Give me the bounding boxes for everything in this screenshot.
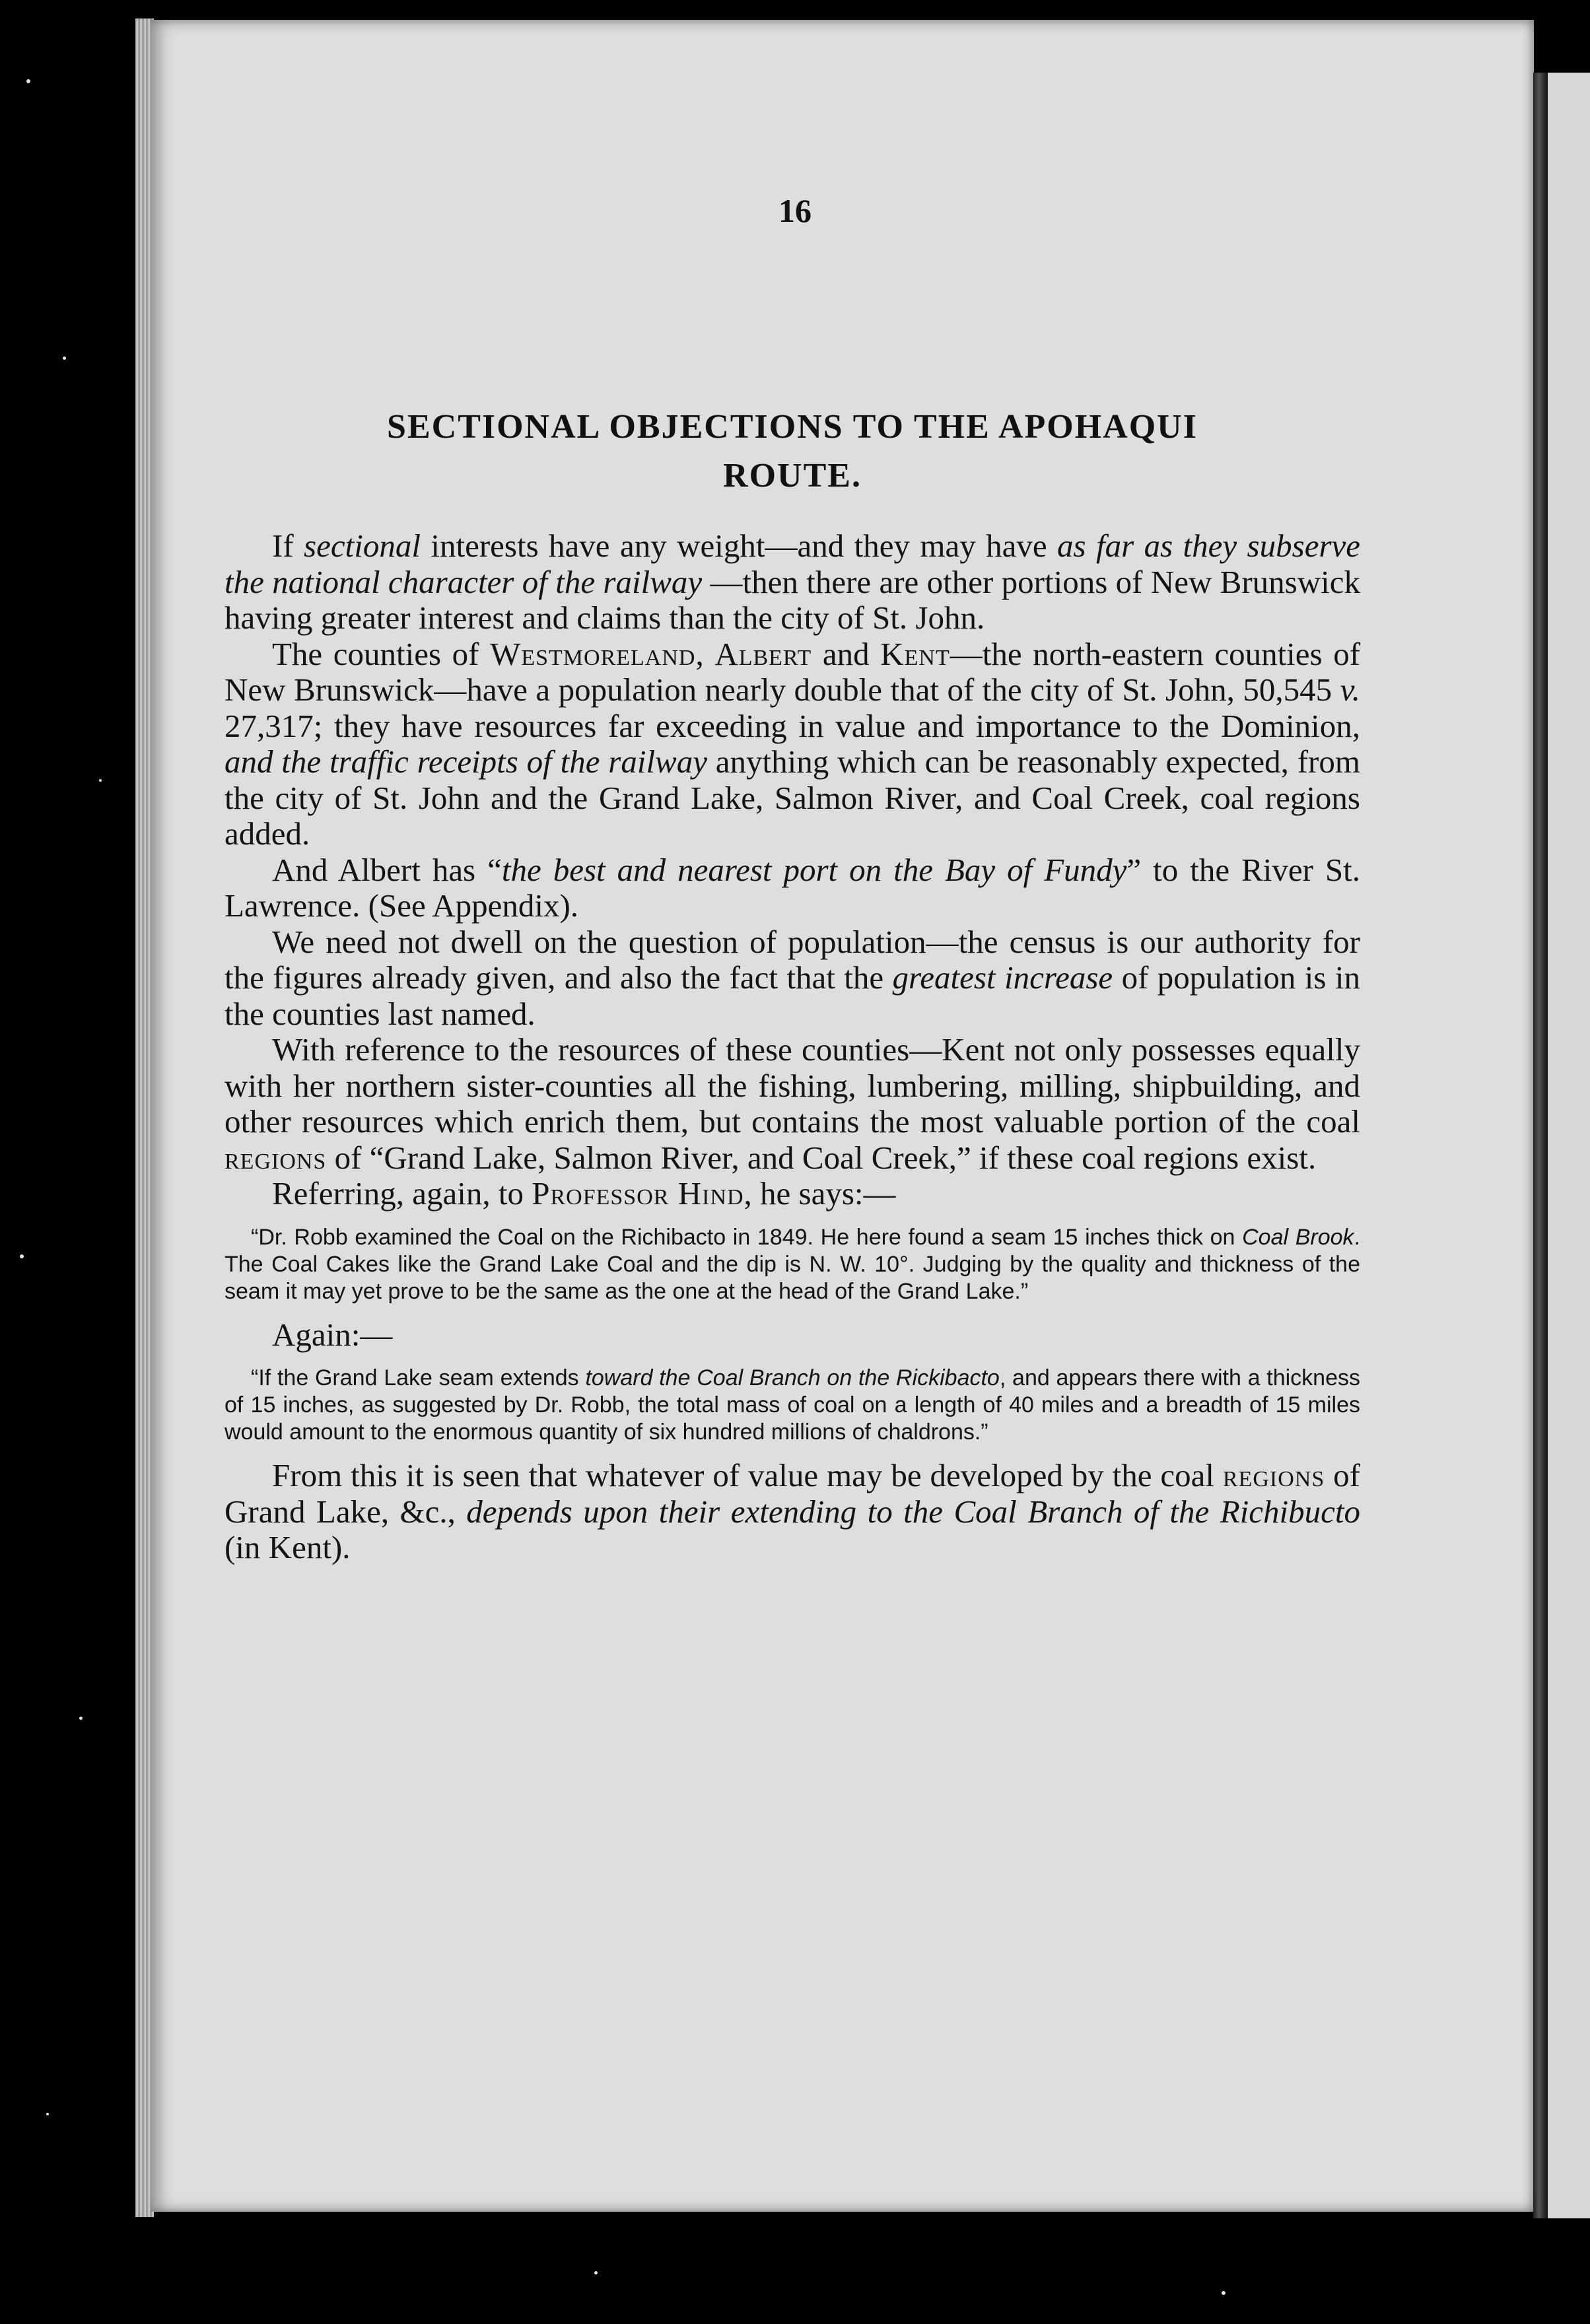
- heading-line-2: ROUTE.: [723, 457, 862, 495]
- small-caps-word: regions: [1222, 1457, 1325, 1493]
- text-run: From this it is seen that whatever of value may be developed by the coal: [272, 1457, 1223, 1493]
- emphasis: v.: [1340, 671, 1360, 708]
- text-run: . The Coal Cakes like the Grand Lake Coal and the dip is N. W. 10°. Judging by the quality and thickness of the seam it may yet prove to be the same as the one at the head of the Grand Lake.”: [225, 1224, 1360, 1304]
- block-quote: [225, 1365, 1360, 1446]
- text-run: of “Grand Lake, Salmon River, and Coal Creek,” if these coal regions exist.: [326, 1139, 1317, 1176]
- film-speck: [594, 2271, 598, 2274]
- text-run: —then there are other portions of New Brunswick having greater interest and claims than the city of St. John.: [225, 563, 1360, 636]
- emphasis: toward the Coal Branch on the Rickibacto: [585, 1365, 1000, 1390]
- text-run: and: [812, 635, 881, 672]
- text-run: interests have any weight—and they may have: [420, 528, 1058, 564]
- text-run: The counties of: [272, 635, 491, 672]
- emphasis: and the traffic receipts of the railway: [225, 743, 707, 780]
- emphasis: sectional: [304, 528, 421, 564]
- adjacent-page-edge: [1548, 73, 1590, 2218]
- quote-paragraph: [225, 1365, 1360, 1446]
- text-run: 27,317; they have resources far exceeding in value and importance to the Dominion,: [225, 707, 1360, 744]
- county-name: Westmoreland: [490, 635, 696, 672]
- quote-paragraph: [225, 1224, 1360, 1305]
- text-run: We need not dwell on the question of population—the census is our authority for the figures already given, and also the fact that the: [225, 923, 1360, 996]
- paragraph: [225, 528, 1360, 636]
- text-run: ,: [695, 635, 715, 672]
- text-run: (in Kent).: [225, 1529, 351, 1565]
- film-speck: [63, 357, 66, 360]
- text-run: Referring, again, to: [272, 1175, 532, 1212]
- film-speck: [99, 779, 102, 782]
- text-run: , he says:—: [743, 1175, 896, 1212]
- text-run: , and appears there with a thickness of 15 inches, as suggested by Dr. Robb, the total mass of coal on a length of 40 miles and a breadth of 15 miles would amount to the enormous quantity of six hundred millions of chaldrons.”: [225, 1365, 1360, 1445]
- text-run: If: [272, 528, 304, 564]
- body-text: [225, 528, 1360, 1566]
- small-caps-word: regions: [225, 1139, 327, 1176]
- emphasis: the best and nearest port on the Bay of Fundy: [501, 851, 1127, 888]
- text-run: With reference to the resources of these counties—Kent not only possesses equally with her northern sister-counties all the fishing, lumbering, milling, shipbuilding, and other resources which enrich them, but contains the most valuable portion of the coal: [225, 1031, 1360, 1140]
- emphasis: depends upon their extending to the Coal Branch of the Richibucto: [466, 1493, 1360, 1530]
- paragraph: [225, 1176, 1360, 1212]
- text-run: “If the Grand Lake seam extends: [251, 1365, 586, 1390]
- page-number: 16: [778, 192, 812, 229]
- film-speck: [46, 2113, 49, 2115]
- paragraph: [225, 924, 1360, 1033]
- paragraph: [225, 852, 1360, 924]
- text-run: of population is in the counties last named.: [225, 959, 1360, 1032]
- paragraph: [225, 1032, 1360, 1176]
- text-run: “Dr. Robb examined the Coal on the Richibacto in 1849. He here found a seam 15 inches thick on: [251, 1224, 1243, 1250]
- text-run: And Albert has “: [272, 851, 502, 888]
- again-line: Again:—: [272, 1316, 393, 1353]
- emphasis: as far as they subserve the national character of the railway: [225, 528, 1361, 600]
- county-name: Albert: [714, 635, 812, 672]
- text-run: of Grand Lake, &c.,: [225, 1457, 1360, 1530]
- text-run: anything which can be reasonably expected, from the city of St. John and the Grand Lake, Salmon River, and Coal Creek, coal regions added.: [225, 743, 1360, 852]
- text-run: ” to the River St. Lawrence. (See Appendix).: [225, 851, 1360, 924]
- film-speck: [79, 1717, 83, 1720]
- paragraph: [225, 636, 1360, 852]
- heading-line-1: SECTIONAL OBJECTIONS TO THE APOHAQUI: [387, 408, 1198, 446]
- author-name: Professor Hind: [532, 1175, 744, 1212]
- film-speck: [26, 79, 30, 83]
- paragraph: [225, 1458, 1360, 1566]
- film-speck: [20, 1254, 24, 1258]
- block-quote: [225, 1224, 1360, 1305]
- page-gutter: [1533, 73, 1548, 2218]
- emphasis: Coal Brook: [1242, 1224, 1354, 1250]
- text-run: —the north-eastern counties of New Brunswick—have a population nearly double that of the city of St. John, 50,545: [225, 635, 1361, 708]
- county-name: Kent: [880, 635, 950, 672]
- film-speck: [1222, 2291, 1226, 2295]
- emphasis: greatest increase: [892, 959, 1113, 996]
- section-heading: [218, 403, 1367, 500]
